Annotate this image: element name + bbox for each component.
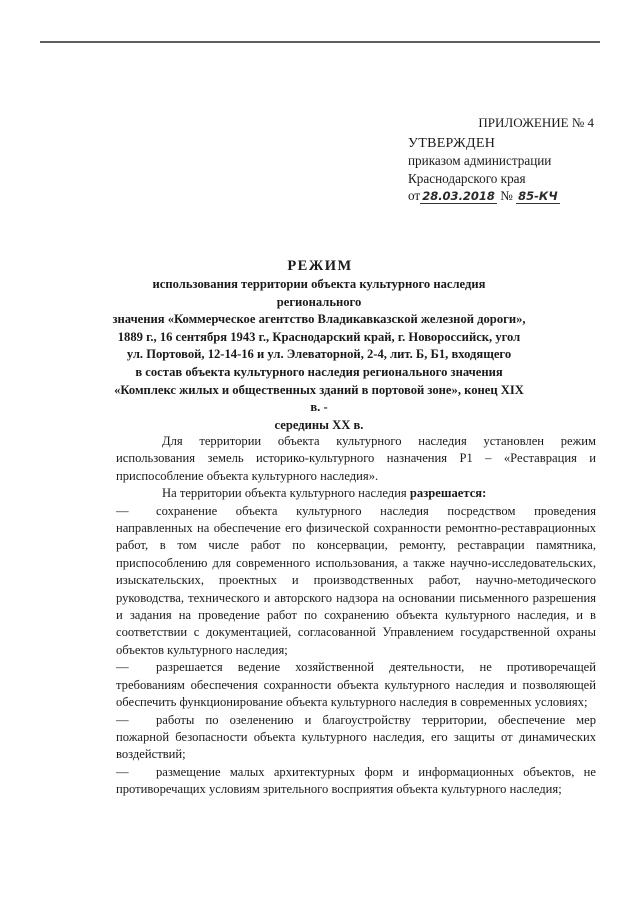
list-dash: — [116,503,129,518]
appendix-number: ПРИЛОЖЕНИЕ № 4 [478,115,594,130]
list-dash: — [116,764,129,779]
allowed-bold: разрешается: [409,486,487,501]
order-number: 85-КЧ [518,189,558,203]
list-item-text: размещение малых архитектурных форм и информационных объектов, не противоречащих условиям зрительного восприятия объекта культурного наследия; [116,764,596,797]
list-item-text: разрешается ведение хозяйственной деятельности, не противоречащей требованиям обеспечения сохранности объекта культурного наследия и позволяющей обеспечить функционирование объекта культурного наследия в современных условиях; [116,660,596,710]
list-dash: — [116,712,129,727]
order-date-number [408,187,608,206]
order-issuer-line2: Краснодарского края [408,170,526,186]
subtitle-line: ул. Портовой, 12-14-16 и ул. Элеваторной, 2-4, лит. Б, Б1, входящего [126,347,512,362]
list-item [116,764,596,799]
list-item [116,503,596,660]
allowed-lead: На территории объекта культурного наследия [162,486,407,501]
subtitle-line: в состав объекта культурного наследия регионального значения [135,364,503,379]
allowed-heading [116,485,596,502]
approved-label: УТВЕРЖДЕН [408,135,496,151]
list-item [116,712,596,764]
subtitle-line: значения «Коммерческое агентство Владикавказской железной дороги», [112,312,526,327]
order-issuer-line1: приказом администрации [408,153,552,168]
list-item-text: сохранение объекта культурного наследия посредством проведения направленных на обеспечение его физической сохранности ремонтно-реставрационных работ, в том числе работ по консервации, ремонту, реставрации памятника, приспособлению для современного использования, а также научно-исследовательских, изыскательских, проектных и производственных работ, научно-методического руководства, технического и авторского надзора на основании письменного разрешения и задания на проведение работ по сохранению объекта культурного наследия, и в соответствии с документацией, согласованной Управлением государственной охраны объектов культурного наследия; [116,503,596,657]
document-body [116,433,596,799]
list-item [116,659,596,711]
number-prefix: № [500,188,513,203]
order-date: 28.03.2018 [422,189,495,203]
subtitle-line: «Комплекс жилых и общественных зданий в портовой зоне», конец XIX в. - [114,382,524,415]
top-border-line [40,41,600,43]
intro-paragraph: Для территории объекта культурного наследия установлен режим использования земель историко-культурного назначения Р1 – «Реставрация и приспособление объекта культурного наследия». [116,434,596,483]
subtitle-line: 1889 г., 16 сентября 1943 г., Краснодарский край, г. Новороссийск, угол [117,329,521,344]
subtitle-line: середины XX в. [274,417,364,432]
approval-block [408,114,608,206]
document-subtitle [112,276,526,434]
list-dash: — [116,660,129,675]
list-item-text: работы по озеленению и благоустройству территории, обеспечение мер пожарной безопасности объекта культурного наследия, его защиты от динамических воздействий; [116,712,596,762]
date-prefix: от [408,188,421,203]
subtitle-line: использования территории объекта культурного наследия регионального [152,277,486,309]
document-title: РЕЖИМ [287,258,353,274]
